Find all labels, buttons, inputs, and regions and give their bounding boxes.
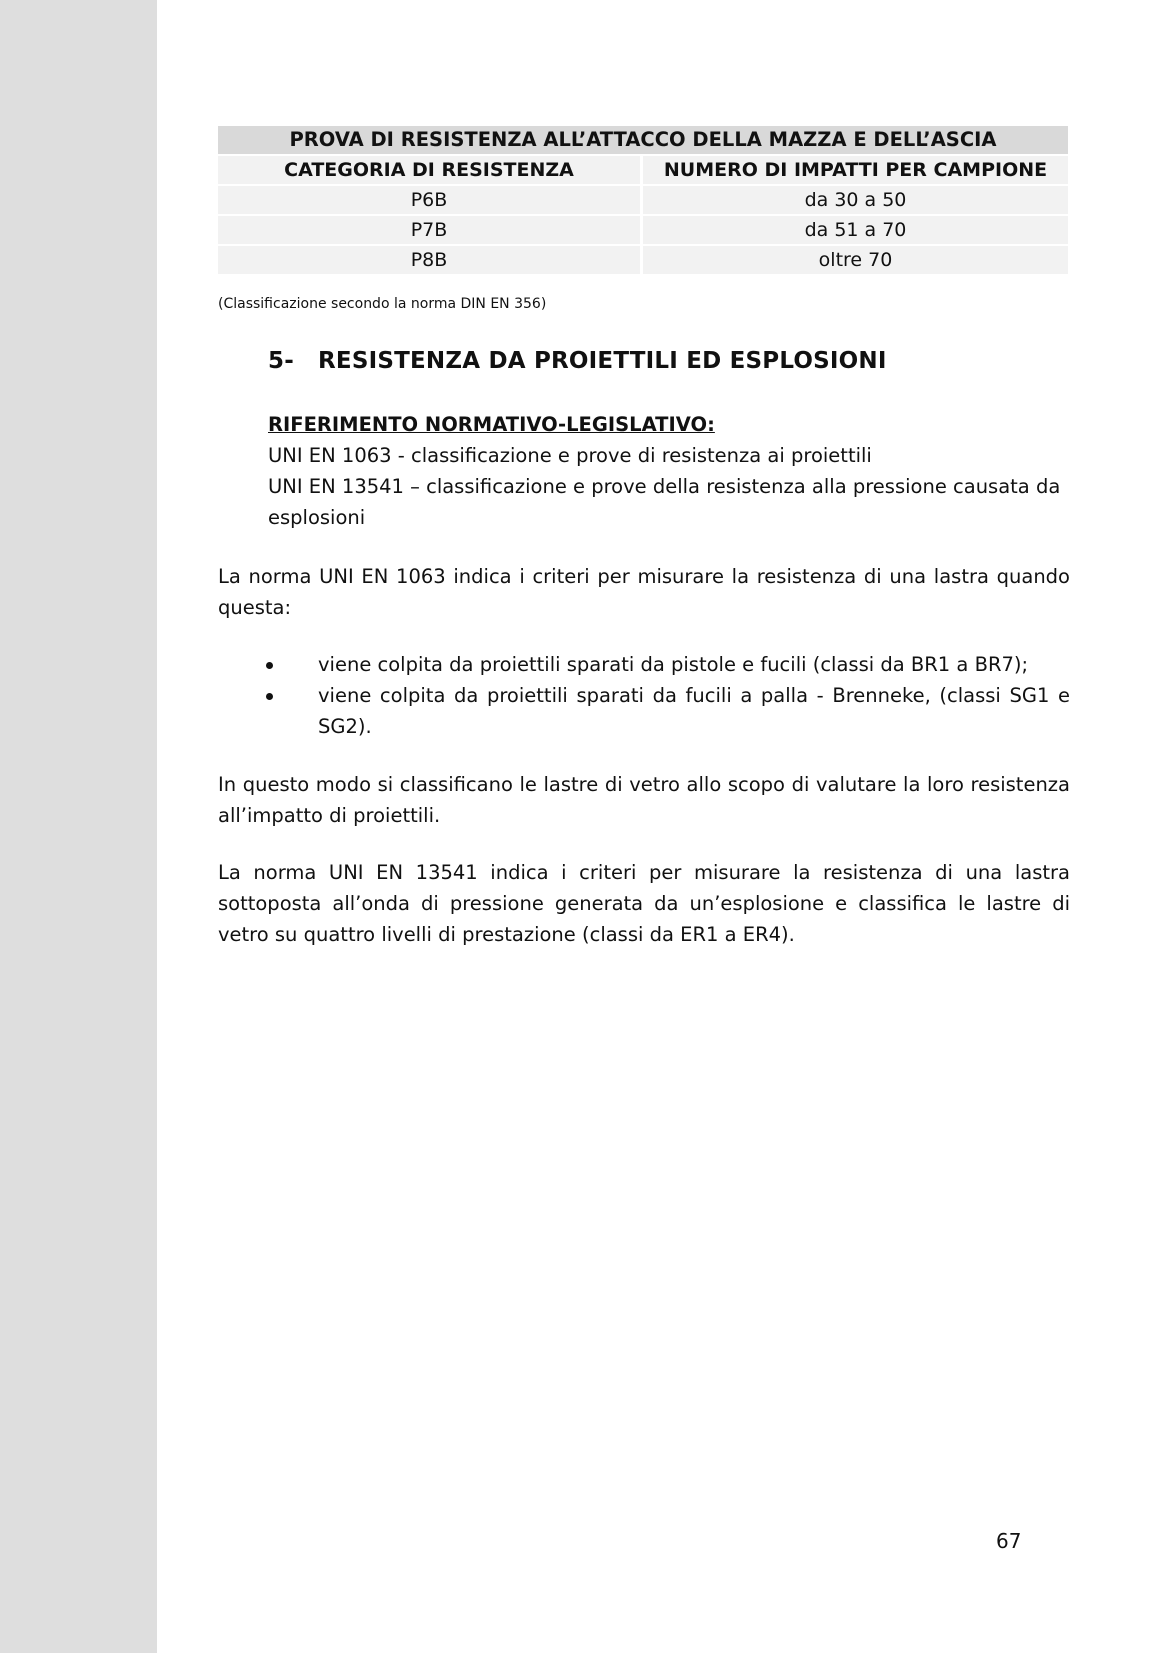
table-row: [218, 186, 1068, 216]
cell-impacts: da 30 a 50: [643, 186, 1068, 216]
impact-resistance-table: [218, 126, 1068, 276]
page-number: 67: [996, 1529, 1022, 1553]
cell-category: P7B: [218, 216, 643, 246]
table-header-row: [218, 156, 1068, 186]
cell-impacts: da 51 a 70: [643, 216, 1068, 246]
reference-line: UNI EN 1063 - classificazione e prove di resistenza ai proiettili: [268, 444, 872, 467]
table-row: [218, 216, 1068, 246]
section-heading: [268, 348, 887, 374]
reference-heading: RIFERIMENTO NORMATIVO-LEGISLATIVO:: [268, 413, 715, 436]
column-header-impacts: NUMERO DI IMPATTI PER CAMPIONE: [643, 156, 1068, 186]
classification-paragraph: In questo modo si classificano le lastre di vetro allo scopo di valutare la loro resistenza all’impatto di proiettili.: [218, 773, 1070, 827]
table-title: PROVA DI RESISTENZA ALL’ATTACCO DELLA MAZZA E DELL’ASCIA: [218, 126, 1068, 156]
list-item-text: viene colpita da proiettili sparati da fucili a palla - Brenneke, (classi SG1 e SG2).: [318, 684, 1070, 738]
column-header-category: CATEGORIA DI RESISTENZA: [218, 156, 643, 186]
bullet-icon: [266, 693, 273, 700]
list-item: [262, 680, 1070, 742]
table-title-row: [218, 126, 1068, 156]
section-number: 5-: [268, 348, 294, 374]
reference-block: [268, 409, 1068, 533]
page-side-band: [0, 0, 157, 1653]
cell-category: P6B: [218, 186, 643, 216]
bullet-icon: [266, 662, 273, 669]
list-item: [262, 649, 1070, 680]
cell-impacts: oltre 70: [643, 246, 1068, 276]
cell-category: P8B: [218, 246, 643, 276]
table-row: [218, 246, 1068, 276]
bullet-list: [262, 649, 1070, 742]
reference-line: UNI EN 13541 – classificazione e prove della resistenza alla pressione causata da esplosioni: [268, 475, 1061, 529]
classification-note: (Classificazione secondo la norma DIN EN 356): [218, 296, 547, 312]
intro-paragraph: La norma UNI EN 1063 indica i criteri per misurare la resistenza di una lastra quando questa:: [218, 565, 1070, 619]
section-title: RESISTENZA DA PROIETTILI ED ESPLOSIONI: [318, 348, 887, 374]
explosion-paragraph: La norma UNI EN 13541 indica i criteri per misurare la resistenza di una lastra sottoposta all’onda di pressione generata da un’esplosione e classifica le lastre di vetro su quattro livelli di prestazione (classi da ER1 a ER4).: [218, 861, 1070, 946]
list-item-text: viene colpita da proiettili sparati da pistole e fucili (classi da BR1 a BR7);: [318, 653, 1029, 676]
